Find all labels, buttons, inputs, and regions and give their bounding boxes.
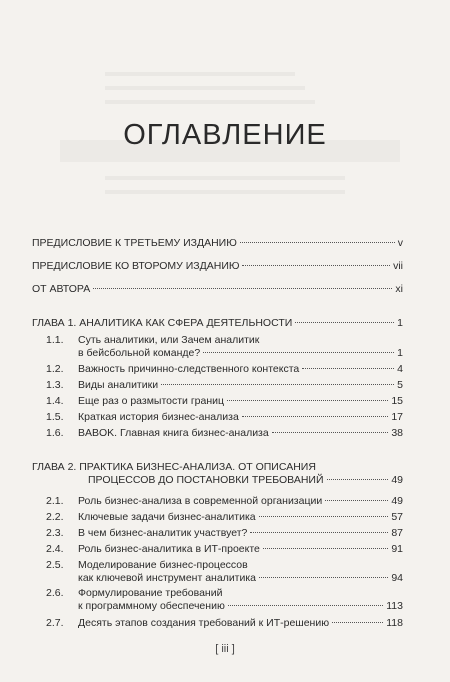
section-page: 94 bbox=[391, 572, 403, 584]
toc-section-2-5 bbox=[78, 559, 403, 585]
leader-dots bbox=[259, 516, 389, 517]
section-page: 49 bbox=[391, 495, 403, 507]
section-page: 38 bbox=[391, 427, 403, 439]
section-label: в бейсбольной команде? bbox=[78, 347, 201, 359]
chapter-label: ГЛАВА 2. ПРАКТИКА БИЗНЕС-АНАЛИЗА. ОТ ОПИСАНИЯ bbox=[32, 461, 316, 473]
section-label: В чем бизнес-аналитик участвует? bbox=[78, 527, 248, 539]
section-label: Моделирование бизнес-процессов bbox=[78, 559, 248, 571]
leader-dots bbox=[327, 479, 389, 480]
leader-dots bbox=[227, 400, 388, 401]
section-label: к программному обеспечению bbox=[78, 600, 225, 612]
section-number: 2.3. bbox=[46, 527, 64, 539]
toc-section-1-5 bbox=[78, 411, 403, 424]
section-number: 1.5. bbox=[46, 411, 64, 423]
section-label: Виды аналитики bbox=[78, 379, 159, 391]
chapter-label: ПРОЦЕССОВ ДО ПОСТАНОВКИ ТРЕБОВАНИЙ bbox=[88, 474, 324, 486]
section-page: 17 bbox=[391, 411, 403, 423]
leader-dots bbox=[203, 352, 394, 353]
section-number: 2.7. bbox=[46, 617, 64, 629]
section-page: 15 bbox=[391, 395, 403, 407]
leader-dots bbox=[325, 500, 388, 501]
toc-section-2-4 bbox=[78, 543, 403, 556]
chapter-page: 49 bbox=[391, 474, 403, 486]
leader-dots bbox=[332, 622, 383, 623]
section-label: Краткая история бизнес-анализа bbox=[78, 411, 239, 423]
leader-dots bbox=[228, 605, 383, 606]
section-number: 2.2. bbox=[46, 511, 64, 523]
section-page: 113 bbox=[386, 600, 403, 612]
toc-section-2-2 bbox=[78, 511, 403, 524]
leader-dots bbox=[302, 368, 394, 369]
section-label: Еще раз о размытости границ bbox=[78, 395, 225, 407]
toc-section-1-2 bbox=[78, 363, 403, 376]
section-number: 2.5. bbox=[46, 559, 64, 571]
toc-entry-front-3 bbox=[32, 283, 403, 296]
leader-dots bbox=[242, 416, 389, 417]
toc-entry-label: ОТ АВТОРА bbox=[32, 283, 91, 295]
section-label: Суть аналитики, или Зачем аналитик bbox=[78, 334, 260, 346]
toc-section-1-1 bbox=[78, 334, 403, 360]
toc-section-2-7 bbox=[78, 617, 403, 630]
leader-dots bbox=[259, 577, 388, 578]
leader-dots bbox=[93, 288, 392, 289]
toc-entry-label: ПРЕДИСЛОВИЕ КО ВТОРОМУ ИЗДАНИЮ bbox=[32, 260, 240, 272]
toc-chapter-1 bbox=[32, 317, 403, 330]
toc-section-2-1 bbox=[78, 495, 403, 508]
leader-dots bbox=[240, 242, 395, 243]
toc-entry-page: xi bbox=[395, 283, 403, 295]
section-number: 1.4. bbox=[46, 395, 64, 407]
section-number: 1.3. bbox=[46, 379, 64, 391]
leader-dots bbox=[161, 384, 394, 385]
section-label: Важность причинно-следственного контекста bbox=[78, 363, 300, 375]
section-label: Десять этапов создания требований к ИТ-решению bbox=[78, 617, 330, 629]
toc-entry-front-1 bbox=[32, 237, 403, 250]
section-page: 118 bbox=[386, 617, 403, 629]
section-label: как ключевой инструмент аналитика bbox=[78, 572, 257, 584]
toc-section-1-4 bbox=[78, 395, 403, 408]
section-number: 2.1. bbox=[46, 495, 64, 507]
section-label: Роль бизнес-аналитика в ИТ-проекте bbox=[78, 543, 260, 555]
chapter-page: 1 bbox=[397, 317, 403, 329]
section-number: 1.1. bbox=[46, 334, 64, 346]
toc-entry-label: ПРЕДИСЛОВИЕ К ТРЕТЬЕМУ ИЗДАНИЮ bbox=[32, 237, 237, 249]
section-number: 1.2. bbox=[46, 363, 64, 375]
section-number: 2.4. bbox=[46, 543, 64, 555]
toc-section-1-3 bbox=[78, 379, 403, 392]
section-label: Формулирование требований bbox=[78, 587, 223, 599]
toc-entry-page: v bbox=[397, 237, 403, 249]
leader-dots bbox=[242, 265, 390, 266]
toc-chapter-2-cont bbox=[88, 474, 403, 487]
section-page: 57 bbox=[391, 511, 403, 523]
section-label: Ключевые задачи бизнес-аналитика bbox=[78, 511, 256, 523]
section-number: 1.6. bbox=[46, 427, 64, 439]
toc-section-2-6 bbox=[78, 587, 403, 613]
section-number: 2.6. bbox=[46, 587, 64, 599]
section-page: 5 bbox=[397, 379, 403, 391]
section-label: BABOK. Главная книга бизнес-анализа bbox=[78, 427, 269, 439]
leader-dots bbox=[263, 548, 388, 549]
toc-section-2-3 bbox=[78, 527, 403, 540]
toc-entry-page: vii bbox=[393, 260, 403, 272]
section-page: 91 bbox=[391, 543, 403, 555]
chapter-label: ГЛАВА 1. АНАЛИТИКА КАК СФЕРА ДЕЯТЕЛЬНОСТИ bbox=[32, 317, 293, 329]
page-number-footer: [ iii ] bbox=[215, 643, 235, 655]
toc-entry-front-2 bbox=[32, 260, 403, 273]
leader-dots bbox=[272, 432, 389, 433]
section-page: 1 bbox=[397, 347, 403, 359]
page-title: ОГЛАВЛЕНИЕ bbox=[123, 119, 327, 152]
toc-chapter-2 bbox=[32, 461, 403, 474]
section-page: 87 bbox=[391, 527, 403, 539]
section-label: Роль бизнес-анализа в современной организации bbox=[78, 495, 323, 507]
leader-dots bbox=[250, 532, 388, 533]
section-page: 4 bbox=[397, 363, 403, 375]
toc-section-1-6 bbox=[78, 427, 403, 440]
leader-dots bbox=[295, 322, 394, 323]
